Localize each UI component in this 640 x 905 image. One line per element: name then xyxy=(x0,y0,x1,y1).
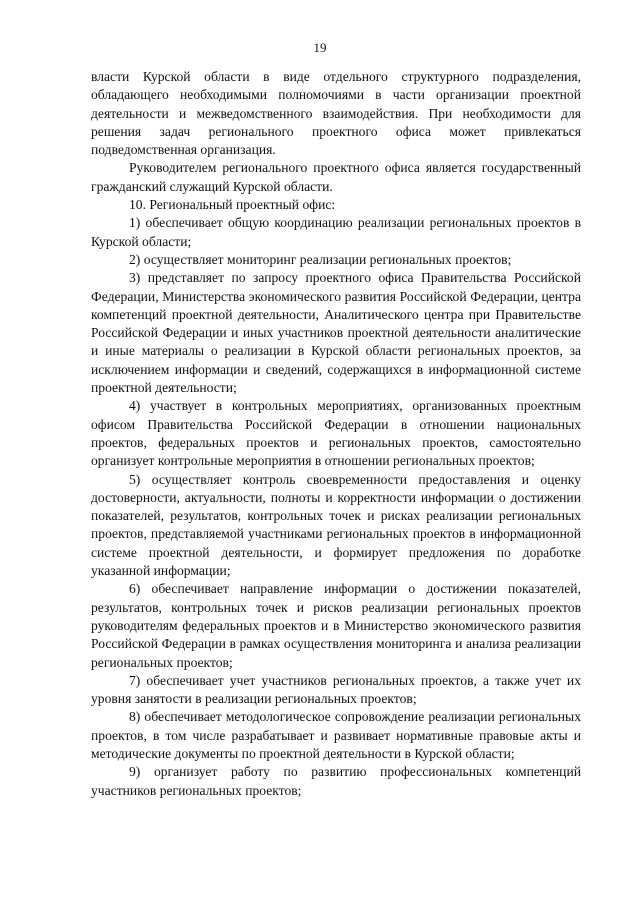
list-item-4: 4) участвует в контрольных мероприятиях, организованных проектным офисом Правительства Российской Федерации в отношении национальных проектов, федеральных проектов и региональных проектов, самостоятельно организует контрольные мероприятия в отношении региональных проектов; xyxy=(91,398,581,469)
list-item-3: 3) представляет по запросу проектного офиса Правительства Российской Федерации, Министерства экономического развития Российской Федерации, центра компетенций проектной деятельности, Аналитического центра при Правительстве Российской Федерации и иных участников проектной деятельности аналитические и иные материалы о реализации в Курской области региональных проектов, за исключением информации и сведений, содержащихся в информационной системе проектной деятельности; xyxy=(91,270,581,396)
list-item-2: 2) осуществляет мониторинг реализации региональных проектов; xyxy=(129,251,512,267)
paragraph-head-of-office: Руководителем регионального проектного офиса является государственный гражданский служащий Курской области. xyxy=(91,160,581,194)
document-body xyxy=(91,68,581,800)
paragraph-continuation: власти Курской области в виде отдельного структурного подразделения, обладающего необходимыми полномочиями в части организации проектной деятельности и межведомственного взаимодействия. При необходимости для решения задач регионального проектного офиса может привлекаться подведомственная организация. xyxy=(91,69,581,158)
list-item-5: 5) осуществляет контроль своевременности предоставления и оценку достоверности, актуальности, полноты и корректности информации о достижении показателей, результатов, контрольных точек и рисках реализации региональных проектов, представляемой участниками региональных проектов в информационной системе проектной деятельности, и формирует предложения по доработке указанной информации; xyxy=(91,471,581,579)
list-item-1: 1) обеспечивает общую координацию реализации региональных проектов в Курской области; xyxy=(91,215,581,249)
paragraph-item-10-heading: 10. Региональный проектный офис: xyxy=(129,197,336,213)
list-item-6: 6) обеспечивает направление информации о достижении показателей, результатов, контрольных точек и рисков реализации региональных проектов руководителям федеральных проектов и в Министерство экономического развития Российской Федерации в рамках осуществления мониторинга и анализа реализации региональных проектов; xyxy=(91,581,581,670)
page-number: 19 xyxy=(313,40,327,55)
list-item-8: 8) обеспечивает методологическое сопровождение реализации региональных проектов, в том числе разрабатывает и развивает нормативные правовые акты и методические документы по проектной деятельности в Курской области; xyxy=(91,709,581,761)
list-item-7: 7) обеспечивает учет участников региональных проектов, а также учет их уровня занятости в реализации региональных проектов; xyxy=(91,672,581,707)
list-item-9: 9) организует работу по развитию профессиональных компетенций участников региональных проектов; xyxy=(91,764,581,798)
